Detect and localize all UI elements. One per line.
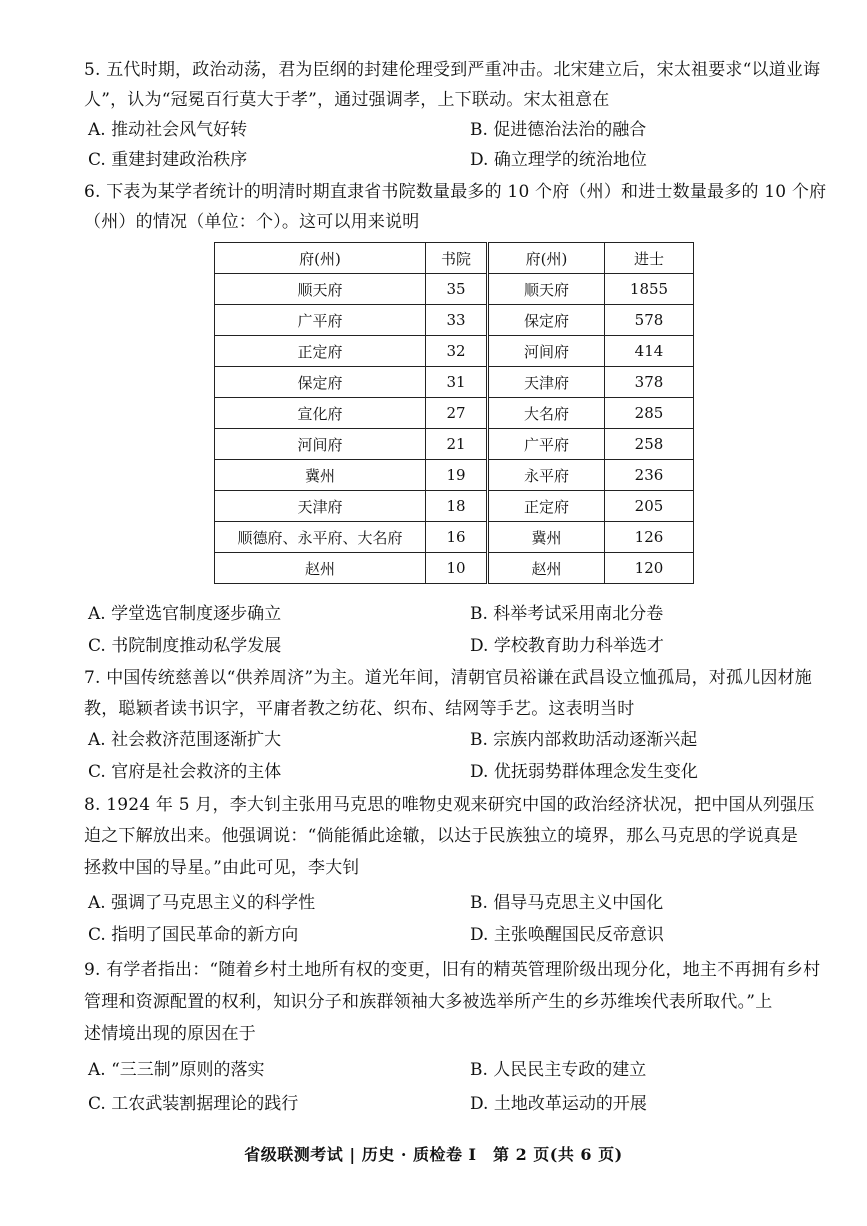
q6-stem-line2: （州）的情况（单位：个）。这可以用来说明 [84, 212, 420, 232]
table-row [215, 367, 694, 398]
table-cell: 顺天府 [488, 274, 605, 305]
table-cell: 正定府 [215, 336, 426, 367]
q8-stem-line3: 拯救中国的导星。”由此可见，李大钊 [84, 858, 360, 878]
header-jinshi-count: 进士 [605, 243, 694, 274]
header-prefecture-jinshi: 府(州) [488, 243, 605, 274]
q9-stem-line2: 管理和资源配置的权利，知识分子和族群领袖大多被选举所产生的乡苏维埃代表所取代。”上 [84, 992, 773, 1012]
q7-option-d: D. 优抚弱势群体理念发生变化 [470, 762, 698, 782]
q5-option-b: B. 促进德治法治的融合 [470, 120, 647, 140]
q6-stem-line1: 6. 下表为某学者统计的明清时期直隶省书院数量最多的 10 个府（州）和进士数量最多的 10 个府 [84, 182, 827, 202]
table-row [215, 274, 694, 305]
table-cell: 21 [426, 429, 488, 460]
q9-option-c: C. 工农武装割据理论的践行 [88, 1094, 299, 1114]
table-cell: 天津府 [488, 367, 605, 398]
table-cell: 33 [426, 305, 488, 336]
academy-jinshi-table [214, 242, 694, 584]
table-cell: 285 [605, 398, 694, 429]
table-cell: 冀州 [488, 522, 605, 553]
q7-stem-line1: 7. 中国传统慈善以“供养周济”为主。道光年间，清朝官员裕谦在武昌设立恤孤局，对孤儿因材施 [84, 668, 813, 688]
table-cell: 永平府 [488, 460, 605, 491]
q9-option-b: B. 人民民主专政的建立 [470, 1060, 647, 1080]
header-academy-count: 书院 [426, 243, 488, 274]
q8-option-c: C. 指明了国民革命的新方向 [88, 925, 299, 945]
table-cell: 广平府 [215, 305, 426, 336]
table-cell: 河间府 [215, 429, 426, 460]
q6-option-d: D. 学校教育助力科举选才 [470, 636, 664, 656]
table-cell: 19 [426, 460, 488, 491]
page-footer: 省级联测考试 | 历史 · 质检卷 I 第 2 页(共 6 页) [244, 1145, 623, 1164]
q7-option-b: B. 宗族内部救助活动逐渐兴起 [470, 730, 698, 750]
q5-option-a: A. 推动社会风气好转 [88, 120, 248, 140]
q7-stem-line2: 教，聪颖者读书识字，平庸者教之纺花、织布、结网等手艺。这表明当时 [84, 699, 635, 719]
table-cell: 赵州 [215, 553, 426, 584]
table-cell: 保定府 [215, 367, 426, 398]
table-row [215, 398, 694, 429]
table-row [215, 553, 694, 584]
q9-stem-line1: 9. 有学者指出：“随着乡村土地所有权的变更，旧有的精英管理阶级出现分化，地主不再拥有乡村 [84, 960, 821, 980]
table-cell: 120 [605, 553, 694, 584]
table-cell: 236 [605, 460, 694, 491]
table-cell: 河间府 [488, 336, 605, 367]
table-row [215, 336, 694, 367]
table-cell: 31 [426, 367, 488, 398]
q9-option-a: A. “三三制”原则的落实 [88, 1060, 265, 1080]
table-cell: 16 [426, 522, 488, 553]
table-cell: 205 [605, 491, 694, 522]
q8-stem-line1: 8. 1924 年 5 月，李大钊主张用马克思的唯物史观来研究中国的政治经济状况，把中国从列强压 [84, 795, 815, 815]
table-cell: 保定府 [488, 305, 605, 336]
table-header-row [215, 243, 694, 274]
table-row [215, 429, 694, 460]
table-cell: 顺德府、永平府、大名府 [215, 522, 426, 553]
q8-option-a: A. 强调了马克思主义的科学性 [88, 893, 316, 913]
q5-option-d: D. 确立理学的统治地位 [470, 150, 647, 170]
table-cell: 18 [426, 491, 488, 522]
q6-option-b: B. 科举考试采用南北分卷 [470, 604, 664, 624]
q6-option-a: A. 学堂选官制度逐步确立 [88, 604, 282, 624]
table-row [215, 491, 694, 522]
q5-option-c: C. 重建封建政治秩序 [88, 150, 248, 170]
table-cell: 414 [605, 336, 694, 367]
q8-stem-line2: 迫之下解放出来。他强调说：“倘能循此途辙，以达于民族独立的境界，那么马克思的学说真是 [84, 826, 799, 846]
q7-option-c: C. 官府是社会救济的主体 [88, 762, 282, 782]
q8-option-d: D. 主张唤醒国民反帝意识 [470, 925, 664, 945]
table-cell: 10 [426, 553, 488, 584]
q8-option-b: B. 倡导马克思主义中国化 [470, 893, 664, 913]
q6-option-c: C. 书院制度推动私学发展 [88, 636, 282, 656]
table-cell: 27 [426, 398, 488, 429]
table-cell: 1855 [605, 274, 694, 305]
table-cell: 顺天府 [215, 274, 426, 305]
table-cell: 35 [426, 274, 488, 305]
table-cell: 578 [605, 305, 694, 336]
table-cell: 32 [426, 336, 488, 367]
table-cell: 378 [605, 367, 694, 398]
table-cell: 正定府 [488, 491, 605, 522]
table-row [215, 305, 694, 336]
table-cell: 宣化府 [215, 398, 426, 429]
table-cell: 258 [605, 429, 694, 460]
table-cell: 冀州 [215, 460, 426, 491]
table-cell: 赵州 [488, 553, 605, 584]
table-cell: 126 [605, 522, 694, 553]
q9-stem-line3: 述情境出现的原因在于 [84, 1024, 256, 1044]
header-prefecture-academy: 府(州) [215, 243, 426, 274]
q7-option-a: A. 社会救济范围逐渐扩大 [88, 730, 282, 750]
table-cell: 天津府 [215, 491, 426, 522]
table-row [215, 460, 694, 491]
table-row [215, 522, 694, 553]
table-cell: 大名府 [488, 398, 605, 429]
q9-option-d: D. 土地改革运动的开展 [470, 1094, 647, 1114]
table-cell: 广平府 [488, 429, 605, 460]
q5-stem-line2: 人”，认为“冠冕百行莫大于孝”，通过强调孝，上下联动。宋太祖意在 [84, 90, 610, 110]
q5-stem-line1: 5. 五代时期，政治动荡，君为臣纲的封建伦理受到严重冲击。北宋建立后，宋太祖要求“以道业诲 [84, 60, 821, 80]
